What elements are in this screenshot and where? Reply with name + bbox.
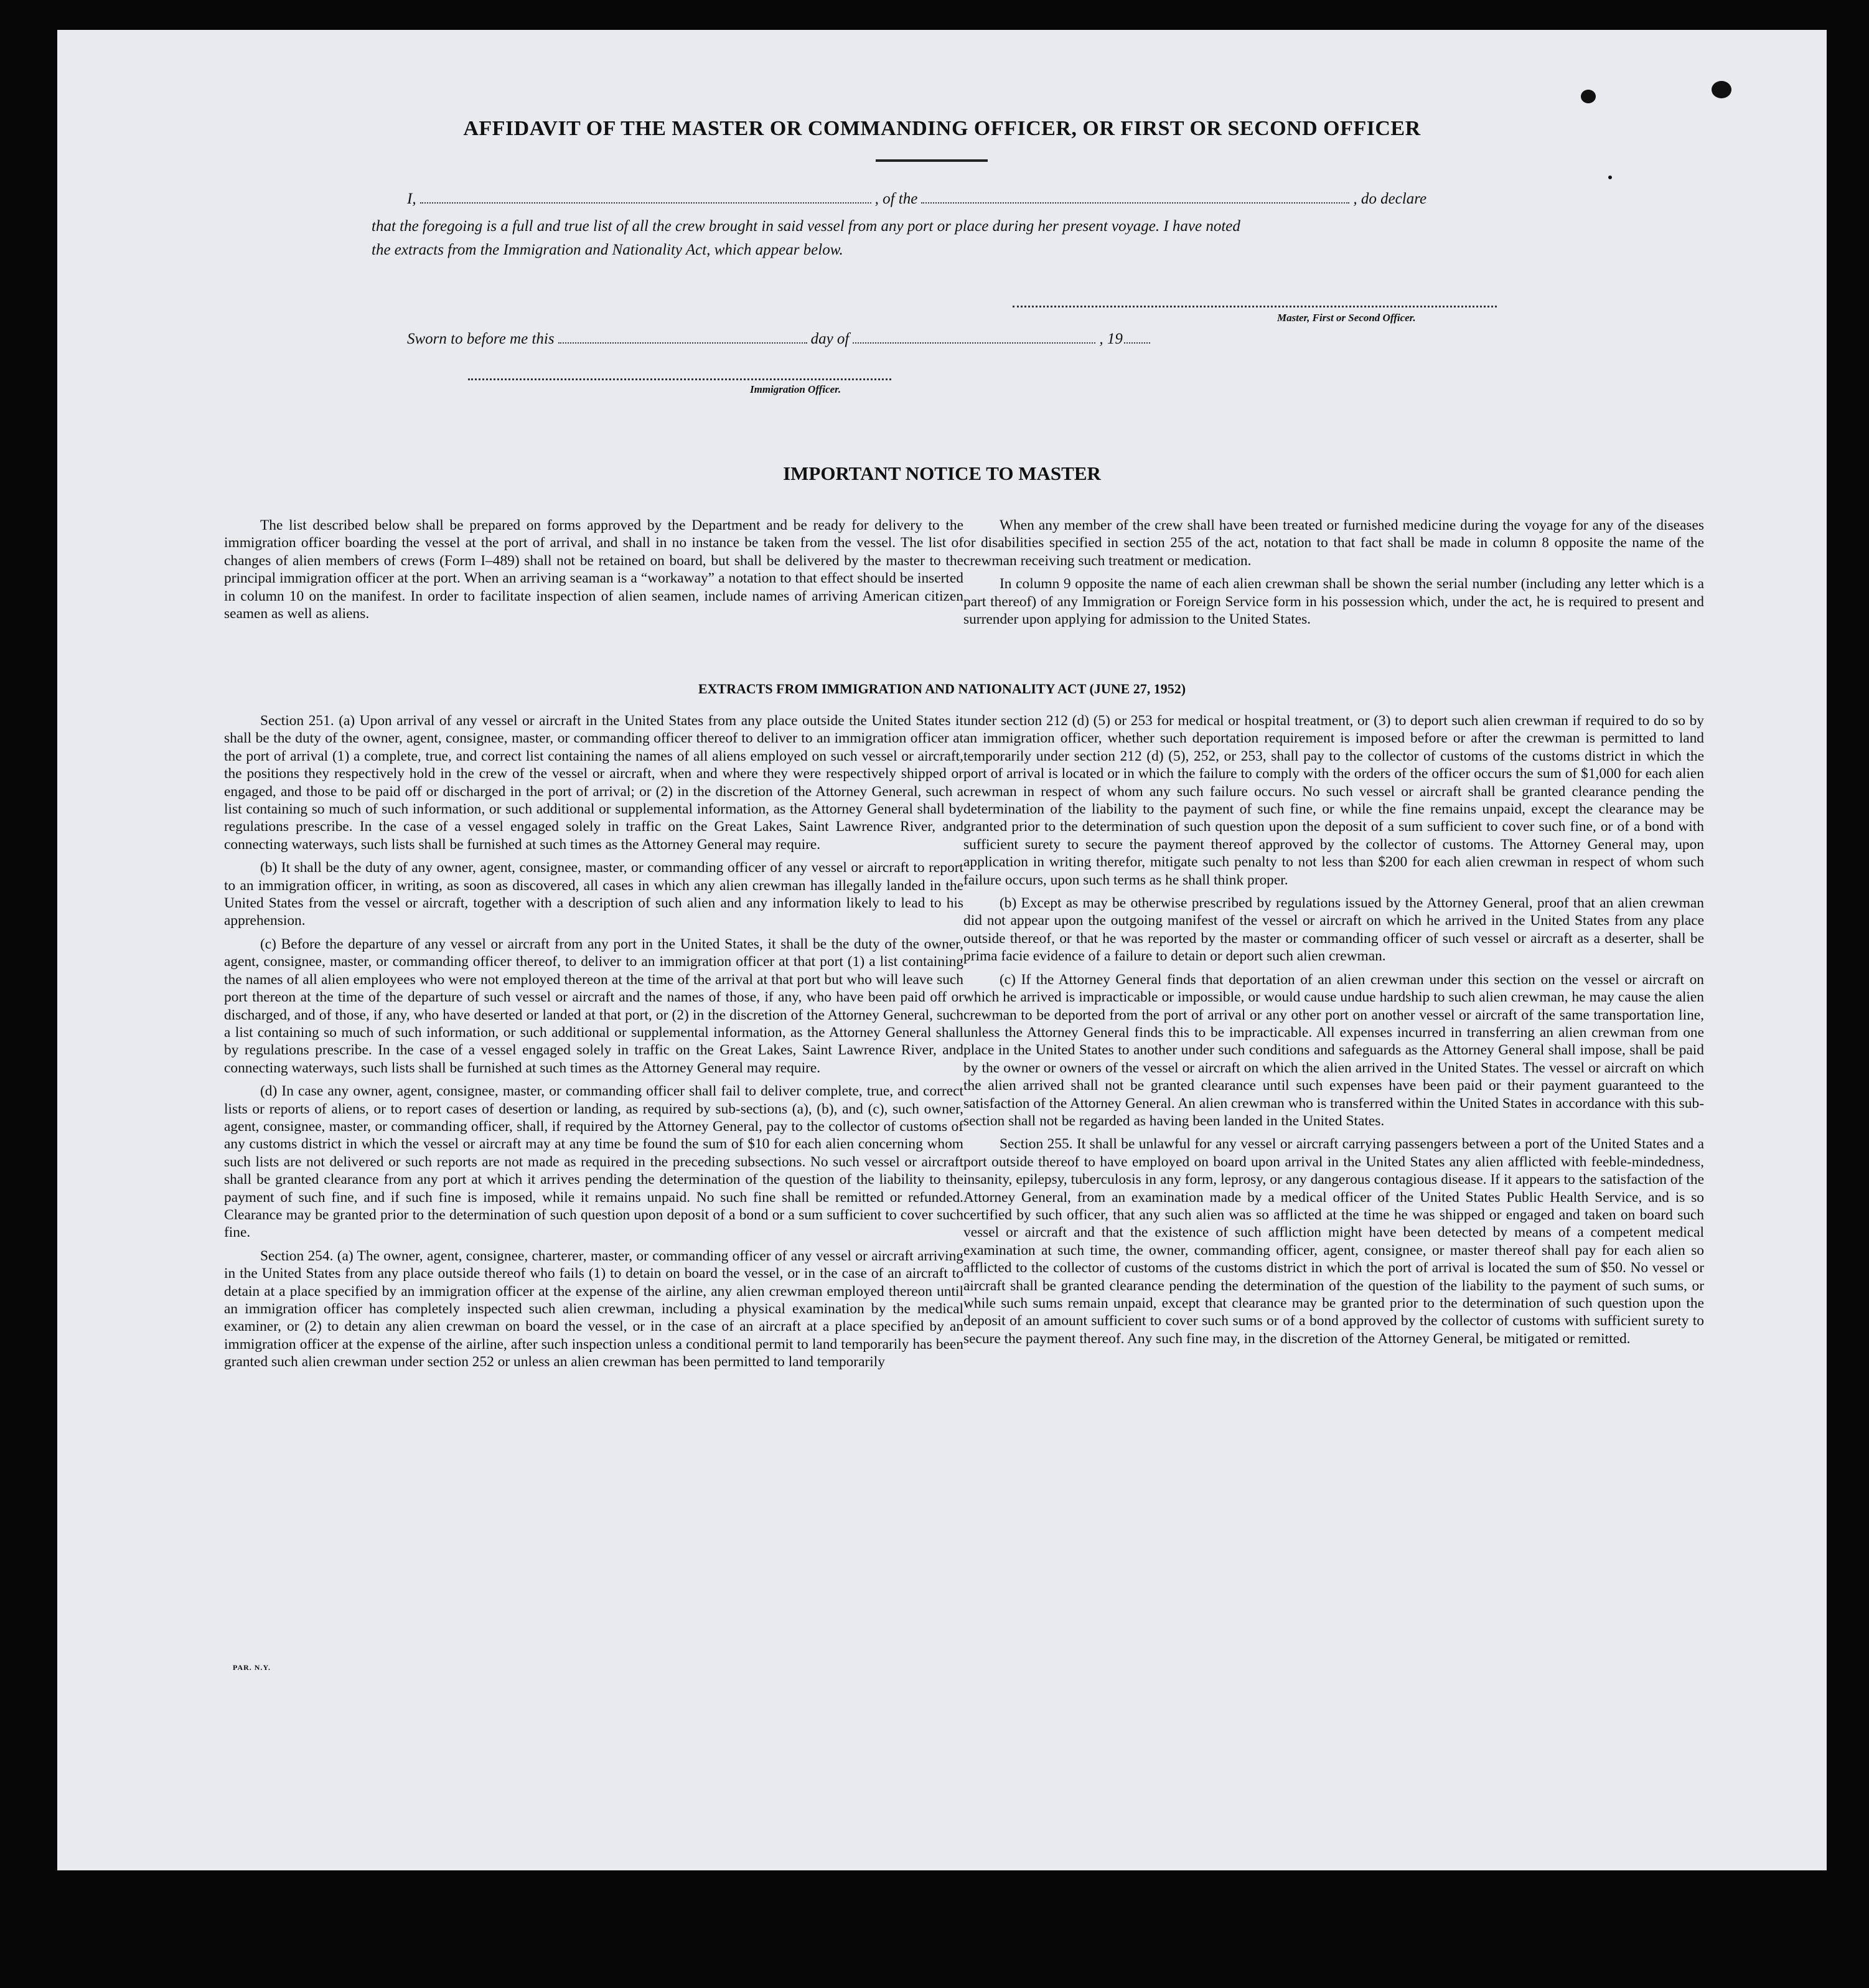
- section-255: Section 255. It shall be unlawful for any vessel or aircraft carrying passengers between a port of the United States and a port outside thereof to have employed on board upon arrival in the United States any alien afflicted with feeble-mindedness, insanity, epilepsy, tuberculosis in any form, leprosy, or any dangerous contagious disease. If it appears to the satisfaction of the Attorney General, from an examination made by a medical officer of the United States Public Health Service, and is so certified by such officer, that any such alien was so afflicted at the time he was shipped or engaged and taken on board such vessel or aircraft and that the existence of such affliction might have been detected by means of a competent medical examination at such time, the owner, commanding officer, agent, consignee, or master thereof shall pay for each alien so afflicted to the collector of customs of the customs district in which the port of arrival is located the sum of $50. No vessel or aircraft shall be granted clearance pending the determination of the question of the liability to the payment of such sums, or while such sums remain unpaid, except that clearance may be granted prior to the determination of such question upon the deposit of an amount sufficient to cover such sums or of a bond approved by the collector of customs with sufficient surety to secure the payment thereof. Any such fine may, in the discretion of the Attorney General, be mitigated or remitted.: [963, 1136, 1704, 1347]
- notice-title: IMPORTANT NOTICE TO MASTER: [783, 462, 1101, 484]
- title-underline: [876, 159, 988, 162]
- year-prefix: , 19: [1099, 331, 1123, 347]
- notice-right-paragraph-1: When any member of the crew shall have been treated or furnished medicine during the voyage for any of the diseases or disabilities specified in section 255 of the act, notation to that fact shall be made in column 8 opposite the name of the crewman receiving such treatment or medication.: [963, 517, 1704, 569]
- section-251-a: Section 251. (a) Upon arrival of any vessel or aircraft in the United States from any place outside the United States it shall be the duty of the owner, agent, consignee, master, or commanding officer thereof to deliver to an immigration officer at the port of arrival (1) a complete, true, and correct list containing the names of all aliens employed on such vessel or aircraft, the positions they respectively hold in the crew of the vessel or aircraft, when and where they were respectively shipped or engaged, and those to be paid off or discharged in the port of arrival; or (2) in the discretion of the Attorney General, such a list containing so much of such information, or such additional or supplemental information, as the Attorney General shall by regulations prescribe. In the case of a vessel engaged solely in traffic on the Great Lakes, Saint Lawrence River, and connecting waterways, such lists shall be furnished at such times as the Attorney General may require.: [224, 713, 963, 853]
- extracts-title: EXTRACTS FROM IMMIGRATION AND NATIONALITY ACT (JUNE 27, 1952): [698, 681, 1186, 696]
- scan-speck: [1712, 81, 1731, 98]
- master-signature-line[interactable]: [1013, 306, 1497, 307]
- affidavit-title: AFFIDAVIT OF THE MASTER OR COMMANDING OFFICER, OR FIRST OR SECOND OFFICER: [463, 117, 1421, 140]
- scan-speck: [1581, 90, 1596, 103]
- sworn-month-field[interactable]: [853, 334, 1095, 344]
- section-254-a-continued: under section 212 (d) (5) or 253 for medical or hospital treatment, or (3) to deport such alien crewman if required to do so by an immigration officer, whether such deportation requirement is imposed before or after the crewman is permitted to land temporarily under section 212 (d) (5), 252, or 253, shall pay to the collector of customs of the customs district in which the port of arrival is located or in which the failure to comply with the orders of the officer occurs the sum of $1,000 for each alien crewman in respect of whom any such failure occurs. No such vessel or aircraft shall be granted clearance pending the determination of the liability to the payment of such fine, or while the fine remains unpaid, except the clearance may be granted prior to the determination of such question upon the deposit of a sum sufficient to cover such fine, or of a bond with sufficient surety to secure the payment thereof approved by the collector of customs. The Attorney General may, upon application in writing therefor, mitigate such penalty to not less than $200 for each alien crewman in respect of whom such failure occurs, upon such terms as he shall think proper.: [963, 713, 1704, 888]
- declaration-line-3: the extracts from the Immigration and Nationality Act, which appear below.: [372, 241, 843, 258]
- document-page: [57, 30, 1827, 1870]
- declaration-line-1: [407, 190, 1555, 208]
- master-signature-label: Master, First or Second Officer.: [1277, 312, 1416, 324]
- notice-left-paragraph: The list described below shall be prepared on forms approved by the Department and be ready for delivery to the immigration officer boarding the vessel at the port of arrival, and shall in no instance be taken from the vessel. The list of changes of alien members of crews (Form I–489) shall not be retained on board, but shall be delivered by the master to the principal immigration officer at the port. When an arriving seaman is a “workaway” a notation to that effect should be inserted in column 10 on the manifest. In order to facilitate inspection of alien seamen, include names of arriving American citizen seamen as well as aliens.: [224, 517, 963, 622]
- declarant-name-field[interactable]: [420, 194, 871, 204]
- declaration-line-2: that the foregoing is a full and true list of all the crew brought in said vessel from any port or place during her present voyage. I have noted: [372, 218, 1240, 235]
- printer-mark: PAR. N.Y.: [233, 1663, 271, 1672]
- extracts-left-column: [224, 712, 963, 1377]
- sworn-prefix: Sworn to before me this: [407, 331, 555, 347]
- notice-right-paragraph-2: In column 9 opposite the name of each alien crewman shall be shown the serial number (including any letter which is a part thereof) of any Immigration or Foreign Service form in his possession which, under the act, he is required to present and surrender upon applying for admission to the United States.: [963, 576, 1704, 628]
- notice-right-column: [963, 517, 1704, 634]
- scan-speck: [1608, 176, 1612, 179]
- do-declare-label: , do declare: [1353, 190, 1427, 207]
- sworn-year-field[interactable]: [1124, 334, 1150, 344]
- section-254-c: (c) If the Attorney General finds that deportation of an alien crewman under this section on the vessel or aircraft on which he arrived is impracticable or impossible, or would cause undue hardship to such alien crewman, he may cause the alien crewman to be deported from the port of arrival or any other port on another vessel or aircraft of the same transportation line, unless the Attorney General finds this to be impracticable. All expenses incurred in transferring an alien crewman from one place in the United States to another under such conditions and safeguards as the Attorney General shall impose, shall be paid by the owner or owners of the vessel or aircraft on which the alien arrived in the United States. The vessel or aircraft on which the alien arrived shall not be granted clearance until such expenses have been paid or their payment guaranteed to the satisfaction of the Attorney General. An alien crewman who is transferred within the United States in accordance with this sub-section shall not be regarded as having been landed in the United States.: [963, 971, 1704, 1129]
- sworn-day-field[interactable]: [558, 334, 807, 344]
- declarant-prefix: I,: [407, 190, 416, 207]
- vessel-name-field[interactable]: [921, 194, 1349, 204]
- officer-signature-label: Immigration Officer.: [750, 383, 841, 395]
- section-251-c: (c) Before the departure of any vessel or aircraft from any port in the United States, it shall be the duty of the owner, agent, consignee, master, or commanding officer thereof, to deliver to an immigration officer at that port (1) a list containing the names of all alien employees who were not employed thereon at the time of the arrival at that port but who will leave such port thereon at the time of the departure of such vessel or aircraft and the names of those, if any, who have been paid off or discharged, and of those, if any, who have deserted or landed at that port, or (2) in the discretion of the Attorney General, such a list containing so much of such information, or such additional or supplemental information, as the Attorney General shall by regulations prescribe. In the case of a vessel engaged solely in traffic on the Great Lakes, Saint Lawrence River, and connecting waterways, such lists shall be furnished at such times as the Attorney General may require.: [224, 935, 963, 1076]
- officer-signature-line[interactable]: [468, 378, 891, 380]
- of-the-label: , of the: [874, 190, 918, 207]
- day-of-label: day of: [810, 331, 850, 347]
- sworn-line: [407, 331, 1154, 348]
- section-251-b: (b) It shall be the duty of any owner, agent, consignee, master, or commanding officer of any vessel or aircraft to report to an immigration officer, in writing, as soon as discovered, all cases in which any alien crewman has illegally landed in the United States from the vessel or aircraft, together with a description of such alien and any information likely to lead to his apprehension.: [224, 860, 963, 929]
- extracts-right-column: [963, 712, 1704, 1353]
- section-251-d: (d) In case any owner, agent, consignee, master, or commanding officer shall fail to deliver complete, true, and correct lists or reports of aliens, or to report cases of desertion or landing, as required by sub-sections (a), (b), and (c), such owner, agent, consignee, master, or commanding officer, shall, if required by the Attorney General, pay to the collector of customs of any customs district in which the vessel or aircraft may at any time be found the sum of $10 for each alien concerning whom such lists are not delivered or such reports are not made as required in the preceding subsections. No such vessel or aircraft shall be granted clearance from any port at which it arrives pending the determination of the question of the liability to the payment of such fine, and if such fine is imposed, while it remains unpaid. No such fine shall be remitted or refunded. Clearance may be granted prior to the determination of such question upon deposit of a bond or a sum sufficient to cover such fine.: [224, 1083, 963, 1241]
- section-254-b: (b) Except as may be otherwise prescribed by regulations issued by the Attorney General, proof that an alien crewman did not appear upon the outgoing manifest of the vessel or aircraft on which he arrived in the United States from any place outside thereof, or that he was reported by the master or commanding officer of such vessel or aircraft as a deserter, shall be prima facie evidence of a failure to detain or deport such alien crewman.: [963, 895, 1704, 965]
- notice-left-column: [224, 517, 963, 628]
- section-254-a: Section 254. (a) The owner, agent, consignee, charterer, master, or commanding officer of any vessel or aircraft arriving in the United States from any place outside thereof who fails (1) to detain on board the vessel, or in the case of an aircraft to detain at a place specified by an immigration officer at the expense of the airline, any alien crewman employed thereon until an immigration officer has completely inspected such alien crewman, including a physical examination by the medical examiner, or (2) to detain any alien crewman on board the vessel, or in the case of an aircraft at a place specified by an immigration officer at the expense of the airline, after such inspection unless a conditional permit to land temporarily has been granted such alien crewman under section 252 or unless an alien crewman has been permitted to land temporarily: [224, 1247, 963, 1371]
